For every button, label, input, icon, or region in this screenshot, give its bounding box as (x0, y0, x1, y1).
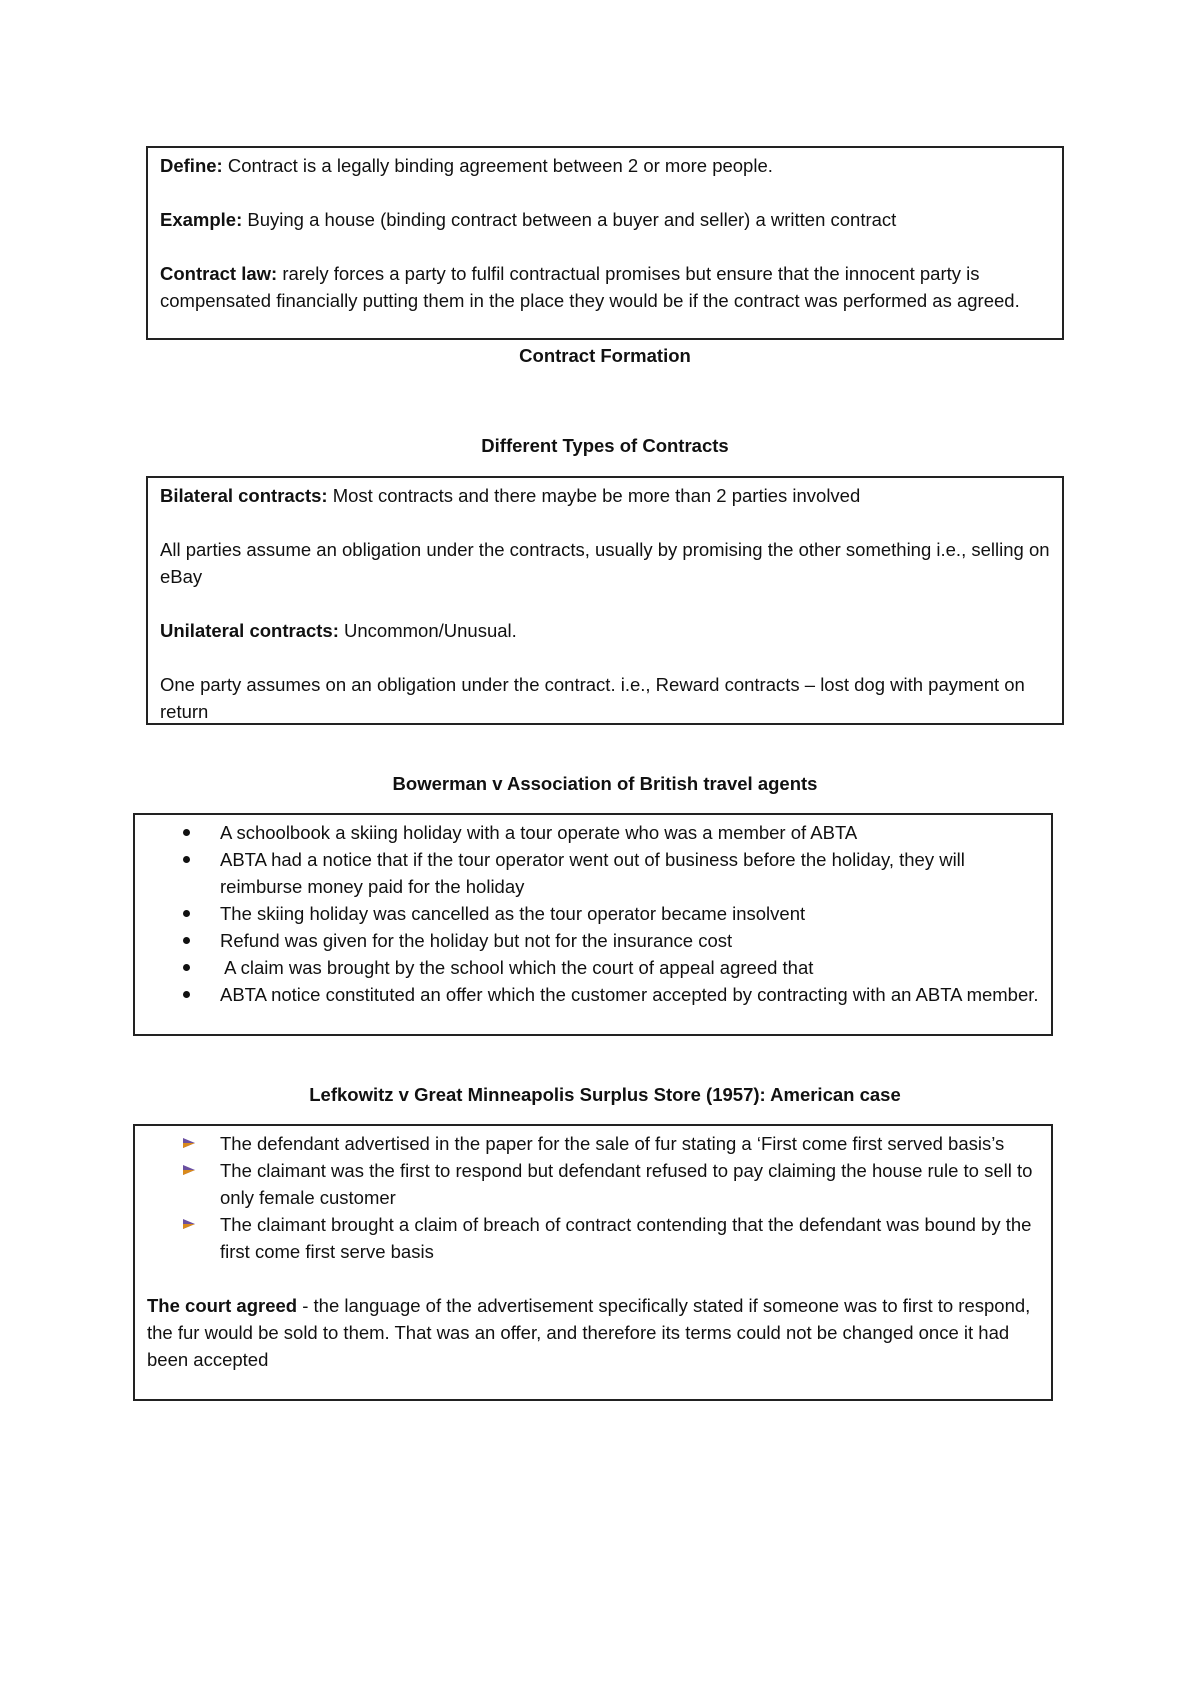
bowerman-box (133, 813, 1053, 1036)
arrow-bullet-icon (181, 1136, 197, 1150)
list-item-text: The skiing holiday was cancelled as the tour operator became insolvent (220, 903, 806, 924)
list-item-text: ABTA notice constituted an offer which the customer accepted by contracting with an ABTA member. (220, 984, 1039, 1005)
list-item (135, 981, 1039, 1008)
list-item (135, 927, 1039, 954)
example-paragraph (160, 206, 1052, 233)
lefkowitz-box (133, 1124, 1053, 1401)
list-item-text: ABTA had a notice that if the tour operator went out of business before the holiday, they will reimburse money paid for the holiday (220, 849, 965, 897)
contract-law-text: rarely forces a party to fulfil contractual promises but ensure that the innocent party is compensated financially putting them in the place they would be if the contract was performed as agreed. (160, 263, 1020, 311)
unilateral-label: Unilateral contracts: (160, 620, 339, 641)
unilateral-detail: One party assumes on an obligation under the contract. i.e., Reward contracts – lost dog with payment on return (160, 674, 1025, 722)
bowerman-list (135, 819, 1039, 1008)
heading-types-of-contracts: Different Types of Contracts (481, 435, 729, 456)
define-text: Contract is a legally binding agreement between 2 or more people. (222, 155, 773, 176)
contract-law-label: Contract law: (160, 263, 278, 284)
definition-box (146, 146, 1064, 340)
court-label: The court agreed (147, 1295, 298, 1316)
list-item-text: A claim was brought by the school which the court of appeal agreed that (220, 957, 814, 978)
list-item-text: The claimant brought a claim of breach of contract contending that the defendant was bound by the first come first serve basis (220, 1214, 1032, 1262)
heading-bowerman-case: Bowerman v Association of British travel agents (392, 773, 818, 794)
unilateral-text: Uncommon/Unusual. (338, 620, 517, 641)
arrow-bullet-icon (181, 1217, 197, 1231)
bilateral-label: Bilateral contracts: (160, 485, 328, 506)
contract-law-paragraph (160, 260, 1052, 314)
list-item-text: The claimant was the first to respond but defendant refused to pay claiming the house rule to sell to only female customer (220, 1160, 1033, 1208)
arrow-bullet-icon (181, 1163, 197, 1177)
bullet-icon (183, 829, 190, 836)
define-paragraph (160, 152, 1052, 179)
bilateral-paragraph (160, 482, 1052, 509)
list-item (135, 954, 1039, 981)
bullet-icon (183, 856, 190, 863)
contract-types-box (146, 476, 1064, 725)
court-text: - the language of the advertisement specifically stated if someone was to first to respond, the fur would be sold to them. That was an offer, and therefore its terms could not be changed once it had been accepted (147, 1295, 1031, 1370)
list-item (135, 1157, 1039, 1211)
court-paragraph (147, 1292, 1039, 1373)
list-item (135, 846, 1039, 900)
example-text: Buying a house (binding contract between a buyer and seller) a written contract (242, 209, 897, 230)
list-item-text: A schoolbook a skiing holiday with a tour operate who was a member of ABTA (220, 822, 858, 843)
list-item-text: The defendant advertised in the paper for the sale of fur stating a ‘First come first served basis’s (220, 1133, 1005, 1154)
bullet-icon (183, 964, 190, 971)
lefkowitz-list (135, 1130, 1039, 1265)
list-item (135, 819, 1039, 846)
list-item (135, 1130, 1039, 1157)
unilateral-paragraph (160, 617, 1052, 644)
list-item (135, 900, 1039, 927)
list-item (135, 1211, 1039, 1265)
bilateral-text: Most contracts and there maybe be more than 2 parties involved (327, 485, 861, 506)
define-label: Define: (160, 155, 223, 176)
list-item-text: Refund was given for the holiday but not for the insurance cost (220, 930, 733, 951)
bullet-icon (183, 937, 190, 944)
heading-contract-formation: Contract Formation (519, 345, 691, 366)
bilateral-detail: All parties assume an obligation under the contracts, usually by promising the other something i.e., selling on eBay (160, 539, 1050, 587)
example-label: Example: (160, 209, 243, 230)
bullet-icon (183, 991, 190, 998)
heading-lefkowitz-case: Lefkowitz v Great Minneapolis Surplus Store (1957): American case (309, 1084, 901, 1105)
bullet-icon (183, 910, 190, 917)
